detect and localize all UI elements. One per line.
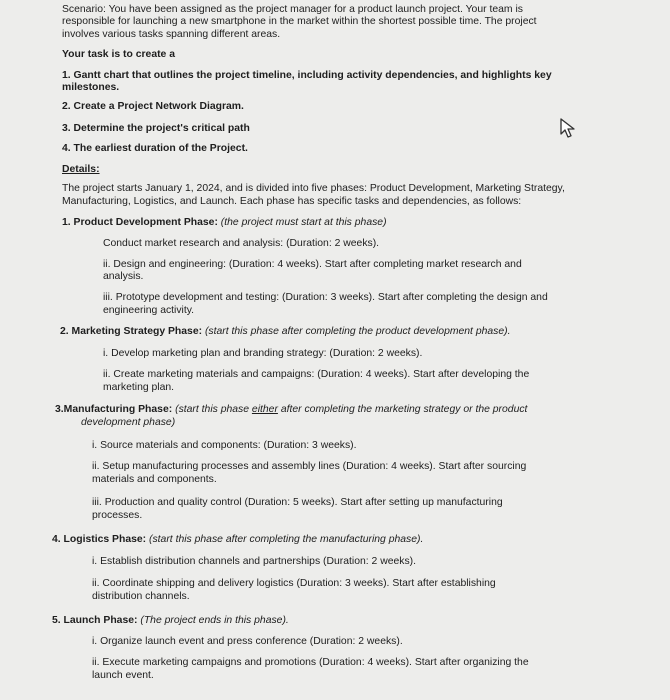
phase-3-task-c-line-1: iii. Production and quality control (Duration: 5 weeks). Start after setting up manufacturing — [92, 497, 503, 508]
task-2: 2. Create a Project Network Diagram. — [62, 101, 244, 112]
intro-line-1: The project starts January 1, 2024, and is divided into five phases: Product Development, Marketing Strategy, — [62, 183, 565, 194]
phase-3-note-line-2: development phase) — [81, 417, 176, 428]
phase-1-heading — [62, 217, 387, 230]
phase-4-note: (start this phase after completing the manufacturing phase). — [149, 534, 424, 545]
task-heading: Your task is to create a — [62, 49, 175, 60]
phase-2-note: (start this phase after completing the product development phase). — [204, 326, 511, 337]
phase-5-heading — [52, 615, 289, 628]
phase-1-task-b-line-1: ii. Design and engineering: (Duration: 4 weeks). Start after completing market research and — [103, 259, 522, 270]
phase-3-task-b-line-1: ii. Setup manufacturing processes and assembly lines (Duration: 4 weeks). Start after sourcing — [92, 461, 527, 472]
phase-2-task-a: i. Develop marketing plan and branding strategy: (Duration: 2 weeks). — [103, 348, 423, 359]
phase-3-title: 3.Manufacturing Phase: — [55, 404, 173, 415]
phase-5-title: 5. Launch Phase: — [52, 615, 138, 626]
phase-1-task-c-line-2: engineering activity. — [103, 305, 195, 316]
phase-4-task-b-line-1: ii. Coordinate shipping and delivery logistics (Duration: 3 weeks). Start after establishing — [92, 578, 496, 589]
phase-4-task-b-line-2: distribution channels. — [92, 591, 190, 602]
scenario-line-1: Scenario: You have been assigned as the project manager for a product launch project. Your team is — [62, 4, 523, 15]
details-heading: Details: — [62, 164, 100, 175]
phase-3-note-emphasis: either — [251, 404, 278, 415]
mouse-pointer-icon — [558, 117, 580, 139]
scenario-line-3: involves various tasks spanning different areas. — [62, 29, 281, 40]
phase-5-task-b-line-2: launch event. — [92, 670, 154, 681]
intro-line-2: Manufacturing, Logistics, and Launch. Each phase has specific tasks and dependencies, as follows: — [62, 196, 522, 207]
phase-1-note: (the project must start at this phase) — [220, 217, 387, 228]
task-1-line-2: milestones. — [62, 82, 120, 93]
phase-3-heading — [55, 404, 527, 417]
phase-5-task-a: i. Organize launch event and press conference (Duration: 2 weeks). — [92, 636, 403, 647]
phase-1-task-b-line-2: analysis. — [103, 271, 144, 282]
task-3: 3. Determine the project's critical path — [62, 123, 250, 134]
phase-2-title: 2. Marketing Strategy Phase: — [60, 326, 203, 337]
phase-1-task-a: Conduct market research and analysis: (Duration: 2 weeks). — [103, 238, 380, 249]
phase-5-task-b-line-1: ii. Execute marketing campaigns and promotions (Duration: 4 weeks). Start after organizing the — [92, 657, 529, 668]
phase-3-note: (start this phase — [175, 404, 250, 415]
phase-3-task-c-line-2: processes. — [92, 510, 143, 521]
task-1-line-1: 1. Gantt chart that outlines the project timeline, including activity dependencies, and highlights key — [62, 70, 552, 81]
phase-5-note: (The project ends in this phase). — [140, 615, 289, 626]
scenario-line-2: responsible for launching a new smartphone in the market within the shortest possible time. The project — [62, 16, 537, 27]
task-4: 4. The earliest duration of the Project. — [62, 143, 248, 154]
phase-4-heading — [52, 534, 423, 547]
phase-2-task-b-line-1: ii. Create marketing materials and campaigns: (Duration: 4 weeks). Start after developing the — [103, 369, 530, 380]
phase-3-note-rest: after completing the marketing strategy or the product — [280, 404, 528, 415]
phase-2-task-b-line-2: marketing plan. — [103, 382, 175, 393]
phase-1-task-c-line-1: iii. Prototype development and testing: (Duration: 3 weeks). Start after completing the design and — [103, 292, 548, 303]
phase-1-title: 1. Product Development Phase: — [62, 217, 218, 228]
phase-3-task-a: i. Source materials and components: (Duration: 3 weeks). — [92, 440, 357, 451]
phase-4-task-a: i. Establish distribution channels and partnerships (Duration: 2 weeks). — [92, 556, 417, 567]
phase-4-title: 4. Logistics Phase: — [52, 534, 147, 545]
phase-2-heading — [60, 326, 511, 339]
phase-3-task-b-line-2: materials and components. — [92, 474, 217, 485]
